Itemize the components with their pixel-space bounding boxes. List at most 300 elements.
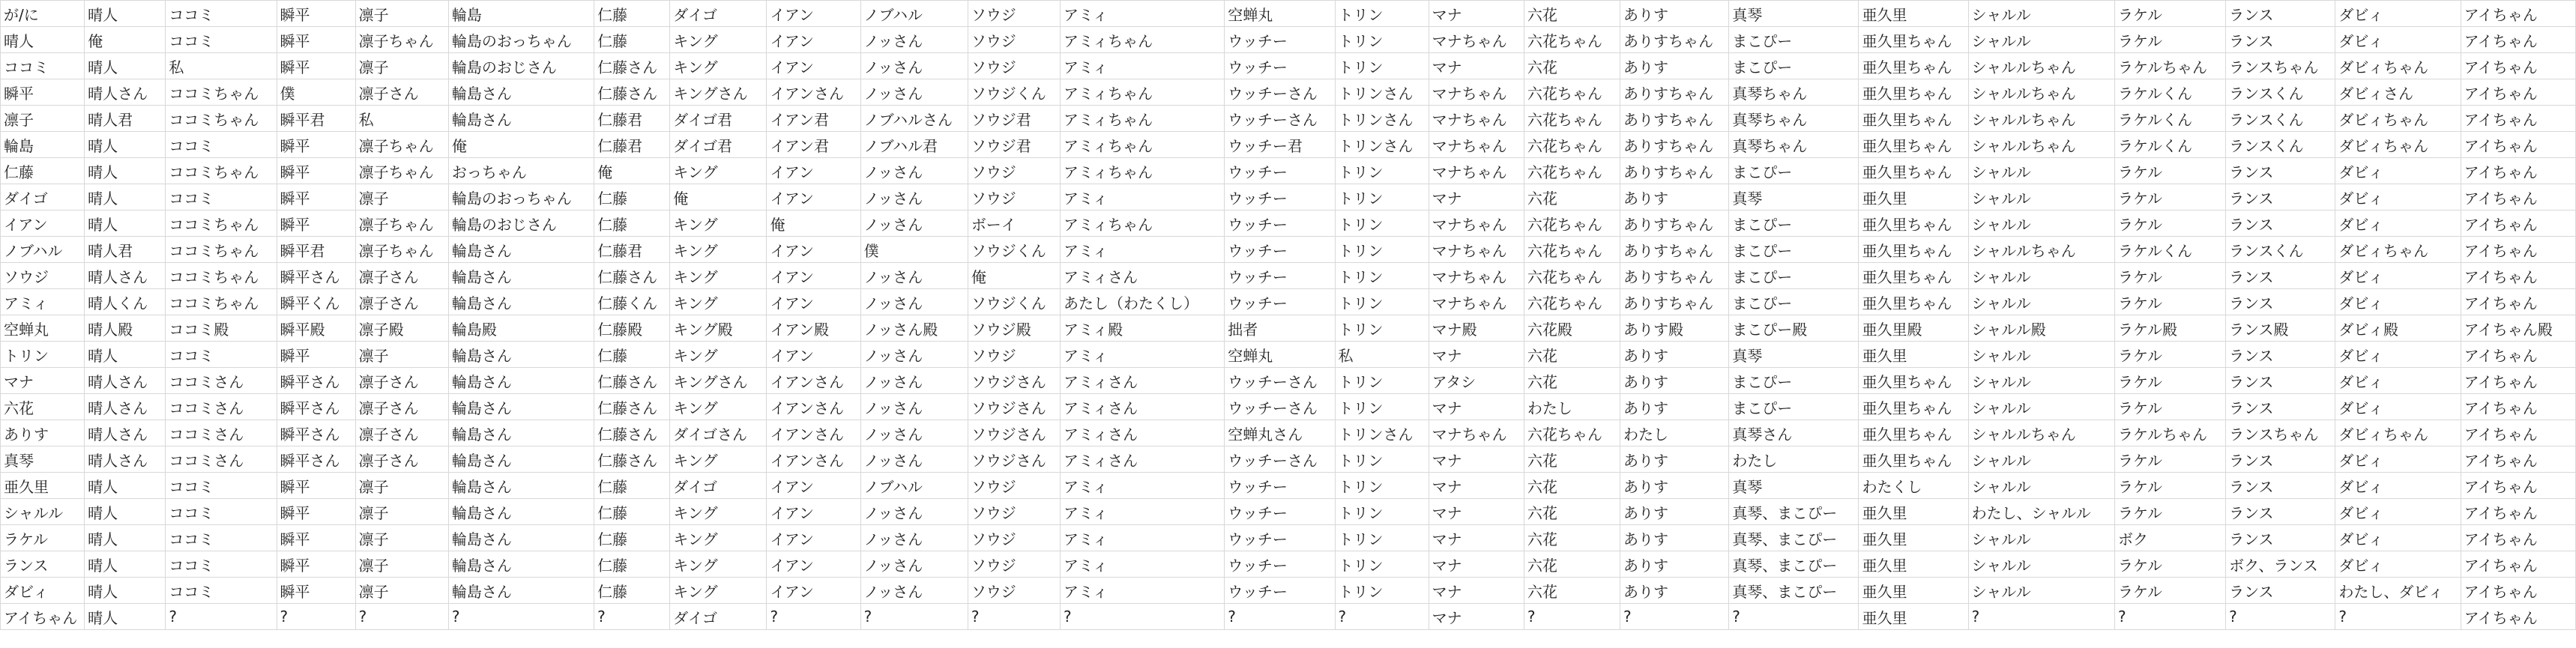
table-cell: ココミさん <box>166 420 277 446</box>
table-cell: 六花 <box>1524 446 1620 473</box>
table-cell: キング <box>670 446 767 473</box>
table-cell: トリン <box>1335 446 1429 473</box>
table-cell: 亜久里殿 <box>1859 315 1968 342</box>
table-cell: ソウジさん <box>968 446 1060 473</box>
table-cell: 晴人 <box>85 132 166 158</box>
table-cell: ダビィ <box>2335 158 2461 184</box>
table-cell: トリン <box>1335 27 1429 53</box>
table-cell: シャルルちゃん <box>1968 420 2114 446</box>
table-cell: 晴人 <box>85 604 166 630</box>
table-cell: ココミ <box>166 525 277 551</box>
table-cell: 真琴、まこぴー <box>1729 499 1859 525</box>
table-cell: 真琴 <box>1729 473 1859 499</box>
table-cell: 俺 <box>448 132 594 158</box>
table-cell: 空蝉丸 <box>1225 342 1335 368</box>
table-cell: 輪島のおじさん <box>448 211 594 237</box>
table-cell: アミィさん <box>1060 263 1224 289</box>
row-header-cell: 凛子 <box>1 106 85 132</box>
table-cell: 晴人さん <box>85 420 166 446</box>
table-cell: ココミさん <box>166 446 277 473</box>
table-cell: シャルルちゃん <box>1968 237 2114 263</box>
table-cell: ノッさん <box>860 158 968 184</box>
table-cell: 凛子 <box>355 342 448 368</box>
table-cell: 六花ちゃん <box>1524 158 1620 184</box>
table-row <box>1 27 2576 53</box>
table-cell: アイちゃん <box>2461 132 2575 158</box>
table-cell: 仁藤 <box>594 525 670 551</box>
table-cell: アイちゃん <box>2461 342 2575 368</box>
table-cell: 仁藤君 <box>594 237 670 263</box>
table-cell: ソウジ <box>968 27 1060 53</box>
table-cell: ウッチーさん <box>1225 394 1335 420</box>
table-cell: 晴人 <box>85 551 166 578</box>
table-cell: マナ <box>1429 499 1524 525</box>
table-cell: ココミ殿 <box>166 315 277 342</box>
table-cell: まこぴー <box>1729 53 1859 79</box>
column-header-cell: 輪島 <box>448 1 594 27</box>
table-cell: ラケル <box>2114 342 2225 368</box>
table-cell: 瞬平 <box>277 158 355 184</box>
table-cell: 亜久里ちゃん <box>1859 420 1968 446</box>
table-cell: アイちゃん <box>2461 368 2575 394</box>
table-cell: アイちゃん <box>2461 211 2575 237</box>
table-cell: ランス <box>2226 263 2335 289</box>
table-cell: 仁藤さん <box>594 53 670 79</box>
table-cell: トリン <box>1335 499 1429 525</box>
table-cell: マナ <box>1429 604 1524 630</box>
table-cell: 凛子ちゃん <box>355 237 448 263</box>
table-cell: 仁藤君 <box>594 106 670 132</box>
row-header-cell: アイちゃん <box>1 604 85 630</box>
table-cell: 凛子さん <box>355 446 448 473</box>
table-cell: 晴人 <box>85 184 166 211</box>
table-cell: 瞬平殿 <box>277 315 355 342</box>
row-header-cell: アミィ <box>1 289 85 315</box>
table-cell: アミィちゃん <box>1060 158 1224 184</box>
table-cell: ノブハルさん <box>860 106 968 132</box>
table-cell: アタシ <box>1429 368 1524 394</box>
table-cell: ありすちゃん <box>1620 211 1729 237</box>
table-cell: ありす <box>1620 473 1729 499</box>
table-cell: ? <box>1225 604 1335 630</box>
table-cell: アミィ <box>1060 53 1224 79</box>
table-cell: 仁藤 <box>594 211 670 237</box>
table-cell: 亜久里ちゃん <box>1859 106 1968 132</box>
table-cell: 瞬平 <box>277 551 355 578</box>
table-cell: ダビィ <box>2335 499 2461 525</box>
table-cell: ノブハル <box>860 473 968 499</box>
table-cell: 亜久里ちゃん <box>1859 53 1968 79</box>
row-header-cell: ありす <box>1 420 85 446</box>
table-cell: 仁藤 <box>594 578 670 604</box>
table-cell: アイちゃん <box>2461 525 2575 551</box>
table-cell: アミィちゃん <box>1060 27 1224 53</box>
table-cell: 晴人 <box>85 53 166 79</box>
table-cell: シャルル <box>1968 368 2114 394</box>
table-cell: ウッチー <box>1225 158 1335 184</box>
table-cell: 僕 <box>860 237 968 263</box>
table-cell: マナ <box>1429 342 1524 368</box>
table-cell: ありす <box>1620 368 1729 394</box>
table-cell: ラケル <box>2114 578 2225 604</box>
column-header-cell: ココミ <box>166 1 277 27</box>
table-cell: アミィさん <box>1060 446 1224 473</box>
table-cell: 瞬平さん <box>277 420 355 446</box>
table-cell: 仁藤 <box>594 551 670 578</box>
table-cell: 輪島さん <box>448 289 594 315</box>
table-cell: キング <box>670 342 767 368</box>
table-cell: ノッさん <box>860 289 968 315</box>
table-cell: 俺 <box>594 158 670 184</box>
table-cell: 六花 <box>1524 499 1620 525</box>
table-cell: 瞬平 <box>277 473 355 499</box>
table-cell: イアン君 <box>767 132 860 158</box>
row-header-cell: 六花 <box>1 394 85 420</box>
table-cell: 輪島さん <box>448 394 594 420</box>
table-cell: アイちゃん <box>2461 289 2575 315</box>
table-cell: イアン <box>767 551 860 578</box>
table-cell: 真琴ちゃん <box>1729 106 1859 132</box>
table-cell: 晴人 <box>85 342 166 368</box>
table-cell: ダビィちゃん <box>2335 420 2461 446</box>
column-header-cell: 瞬平 <box>277 1 355 27</box>
table-cell: ランスくん <box>2226 237 2335 263</box>
table-cell: キング <box>670 158 767 184</box>
table-cell: ダビィちゃん <box>2335 53 2461 79</box>
table-cell: 俺 <box>670 184 767 211</box>
table-cell: ソウジ殿 <box>968 315 1060 342</box>
table-cell: まこぴー <box>1729 237 1859 263</box>
table-cell: キング <box>670 27 767 53</box>
table-row <box>1 211 2576 237</box>
table-cell: 瞬平君 <box>277 106 355 132</box>
table-cell: 亜久里ちゃん <box>1859 263 1968 289</box>
table-row <box>1 106 2576 132</box>
table-cell: 瞬平 <box>277 27 355 53</box>
table-row <box>1 315 2576 342</box>
table-cell: ? <box>2335 604 2461 630</box>
table-cell: ラケル <box>2114 211 2225 237</box>
table-cell: 凛子 <box>355 551 448 578</box>
table-cell: まこぴー <box>1729 211 1859 237</box>
table-cell: トリン <box>1335 578 1429 604</box>
column-header-cell: ソウジ <box>968 1 1060 27</box>
table-cell: 仁藤さん <box>594 79 670 106</box>
table-cell: ウッチーさん <box>1225 446 1335 473</box>
table-cell: 真琴さん <box>1729 420 1859 446</box>
table-cell: アミィちゃん <box>1060 132 1224 158</box>
table-cell: 瞬平 <box>277 132 355 158</box>
table-cell: シャルル <box>1968 394 2114 420</box>
table-cell: シャルル <box>1968 473 2114 499</box>
table-cell: 亜久里 <box>1859 184 1968 211</box>
table-cell: 瞬平さん <box>277 368 355 394</box>
table-cell: 晴人 <box>85 211 166 237</box>
table-row <box>1 368 2576 394</box>
row-header-cell: イアン <box>1 211 85 237</box>
table-cell: 輪島さん <box>448 499 594 525</box>
column-header-cell: 真琴 <box>1729 1 1859 27</box>
table-cell: トリン <box>1335 211 1429 237</box>
table-cell: アミィ <box>1060 551 1224 578</box>
table-cell: まこぴー殿 <box>1729 315 1859 342</box>
table-cell: 晴人さん <box>85 368 166 394</box>
table-cell: トリン <box>1335 315 1429 342</box>
table-cell: ウッチー <box>1225 525 1335 551</box>
table-cell: ウッチー <box>1225 578 1335 604</box>
table-cell: シャルル <box>1968 211 2114 237</box>
column-header-cell: ラケル <box>2114 1 2225 27</box>
table-cell: 拙者 <box>1225 315 1335 342</box>
table-cell: 亜久里ちゃん <box>1859 211 1968 237</box>
table-cell: ダビィ <box>2335 27 2461 53</box>
table-cell: ソウジくん <box>968 237 1060 263</box>
table-cell: マナちゃん <box>1429 289 1524 315</box>
table-cell: ソウジさん <box>968 420 1060 446</box>
table-cell: ダビィ <box>2335 289 2461 315</box>
table-cell: ソウジ <box>968 578 1060 604</box>
column-header-cell: ランス <box>2226 1 2335 27</box>
table-cell: アイちゃん <box>2461 473 2575 499</box>
row-header-cell: マナ <box>1 368 85 394</box>
row-header-cell: 晴人 <box>1 27 85 53</box>
table-cell: ウッチー <box>1225 53 1335 79</box>
table-cell: アミィさん <box>1060 394 1224 420</box>
table-cell: ランスくん <box>2226 106 2335 132</box>
table-cell: 俺 <box>767 211 860 237</box>
table-cell: 仁藤 <box>594 184 670 211</box>
table-cell: ありす <box>1620 184 1729 211</box>
table-cell: トリン <box>1335 53 1429 79</box>
table-cell: ランス <box>2226 525 2335 551</box>
table-cell: ランス <box>2226 368 2335 394</box>
table-cell: シャルルちゃん <box>1968 53 2114 79</box>
row-header-cell: 真琴 <box>1 446 85 473</box>
table-cell: 亜久里ちゃん <box>1859 79 1968 106</box>
table-cell: トリンさん <box>1335 106 1429 132</box>
table-row <box>1 525 2576 551</box>
table-cell: シャルルちゃん <box>1968 79 2114 106</box>
table-cell: ウッチーさん <box>1225 106 1335 132</box>
table-cell: ランス <box>2226 499 2335 525</box>
table-cell: 六花ちゃん <box>1524 420 1620 446</box>
column-header-cell: ダビィ <box>2335 1 2461 27</box>
table-cell: ありす <box>1620 446 1729 473</box>
table-cell: 晴人君 <box>85 237 166 263</box>
table-cell: 私 <box>166 53 277 79</box>
column-header-cell: ダイゴ <box>670 1 767 27</box>
column-header-cell: イアン <box>767 1 860 27</box>
column-header-cell: ノブハル <box>860 1 968 27</box>
table-cell: ウッチー <box>1225 27 1335 53</box>
row-header-cell: ダビィ <box>1 578 85 604</box>
table-cell: 晴人さん <box>85 263 166 289</box>
table-cell: ? <box>1060 604 1224 630</box>
table-cell: おっちゃん <box>448 158 594 184</box>
table-cell: ラケル <box>2114 368 2225 394</box>
table-cell: 凛子ちゃん <box>355 211 448 237</box>
table-cell: シャルル <box>1968 551 2114 578</box>
table-cell: 亜久里ちゃん <box>1859 27 1968 53</box>
table-cell: 凛子さん <box>355 263 448 289</box>
table-cell: ソウジさん <box>968 394 1060 420</box>
column-header-cell: 凛子 <box>355 1 448 27</box>
table-cell: ダビィ <box>2335 446 2461 473</box>
table-row <box>1 342 2576 368</box>
table-cell: 瞬平 <box>277 342 355 368</box>
table-cell: 輪島さん <box>448 446 594 473</box>
row-header-cell: 空蝉丸 <box>1 315 85 342</box>
row-header-cell: ノブハル <box>1 237 85 263</box>
table-cell: イアン <box>767 578 860 604</box>
column-header-cell: シャルル <box>1968 1 2114 27</box>
table-cell: 輪島さん <box>448 237 594 263</box>
table-cell: イアンさん <box>767 368 860 394</box>
table-cell: ソウジくん <box>968 289 1060 315</box>
table-cell: 凛子 <box>355 578 448 604</box>
table-cell: ソウジ <box>968 342 1060 368</box>
table-cell: アイちゃん <box>2461 394 2575 420</box>
table-cell: ランス <box>2226 446 2335 473</box>
table-cell: 仁藤さん <box>594 394 670 420</box>
table-cell: 晴人 <box>85 578 166 604</box>
table-cell: トリン <box>1335 525 1429 551</box>
table-cell: 六花ちゃん <box>1524 27 1620 53</box>
table-cell: ランス <box>2226 211 2335 237</box>
table-cell: キング <box>670 289 767 315</box>
table-cell: ? <box>1335 604 1429 630</box>
table-cell: 凛子 <box>355 473 448 499</box>
table-cell: 仁藤 <box>594 342 670 368</box>
table-cell: ? <box>1729 604 1859 630</box>
table-row <box>1 184 2576 211</box>
table-cell: 俺 <box>85 27 166 53</box>
table-cell: 晴人くん <box>85 289 166 315</box>
table-cell: ココミ <box>166 342 277 368</box>
table-cell: ダビィ <box>2335 184 2461 211</box>
table-cell: 瞬平 <box>277 211 355 237</box>
table-cell: 真琴、まこぴー <box>1729 578 1859 604</box>
table-cell: トリン <box>1335 263 1429 289</box>
table-cell: アイちゃん <box>2461 184 2575 211</box>
row-header-cell: 輪島 <box>1 132 85 158</box>
table-cell: アイちゃん <box>2461 27 2575 53</box>
table-cell: ラケル <box>2114 394 2225 420</box>
table-cell: 真琴 <box>1729 184 1859 211</box>
table-cell: ダビィ殿 <box>2335 315 2461 342</box>
table-cell: ダイゴ <box>670 604 767 630</box>
table-cell: 瞬平さん <box>277 263 355 289</box>
table-cell: ? <box>2114 604 2225 630</box>
table-cell: ノッさん <box>860 578 968 604</box>
table-cell: アイちゃん <box>2461 578 2575 604</box>
table-cell: 輪島のおっちゃん <box>448 184 594 211</box>
table-cell: ありす殿 <box>1620 315 1729 342</box>
table-cell: キング <box>670 551 767 578</box>
table-cell: ダイゴ君 <box>670 132 767 158</box>
table-cell: ノッさん <box>860 342 968 368</box>
table-cell: わたし <box>1524 394 1620 420</box>
row-header-cell: 瞬平 <box>1 79 85 106</box>
table-cell: アミィ <box>1060 237 1224 263</box>
table-cell: 亜久里ちゃん <box>1859 158 1968 184</box>
table-row <box>1 394 2576 420</box>
table-cell: ラケル <box>2114 289 2225 315</box>
table-cell: アミィちゃん <box>1060 79 1224 106</box>
table-cell: マナ殿 <box>1429 315 1524 342</box>
table-cell: 真琴ちゃん <box>1729 79 1859 106</box>
table-cell: ダビィちゃん <box>2335 237 2461 263</box>
table-cell: 凛子ちゃん <box>355 27 448 53</box>
table-cell: ありすちゃん <box>1620 237 1729 263</box>
table-cell: キング <box>670 263 767 289</box>
table-cell: 輪島さん <box>448 263 594 289</box>
table-cell: トリン <box>1335 368 1429 394</box>
table-cell: トリン <box>1335 473 1429 499</box>
table-cell: わたし、シャルル <box>1968 499 2114 525</box>
table-cell: ソウジ <box>968 473 1060 499</box>
table-cell: アミィ殿 <box>1060 315 1224 342</box>
table-cell: 瞬平君 <box>277 237 355 263</box>
table-cell: ? <box>355 604 448 630</box>
table-row <box>1 237 2576 263</box>
column-header-cell: 空蝉丸 <box>1225 1 1335 27</box>
table-cell: ? <box>2226 604 2335 630</box>
table-cell: シャルルちゃん <box>1968 132 2114 158</box>
table-cell: ウッチーさん <box>1225 79 1335 106</box>
table-cell: イアンさん <box>767 420 860 446</box>
table-cell: ありすちゃん <box>1620 27 1729 53</box>
table-cell: アイちゃん <box>2461 263 2575 289</box>
table-cell: キング <box>670 237 767 263</box>
table-cell: イアン <box>767 184 860 211</box>
table-cell: まこぴー <box>1729 368 1859 394</box>
table-cell: ノッさん <box>860 53 968 79</box>
table-cell: 仁藤君 <box>594 132 670 158</box>
table-cell: わたし <box>1729 446 1859 473</box>
table-cell: マナちゃん <box>1429 158 1524 184</box>
row-header-cell: ソウジ <box>1 263 85 289</box>
table-cell: 僕 <box>277 79 355 106</box>
table-cell: アミィちゃん <box>1060 211 1224 237</box>
table-cell: ダビィ <box>2335 525 2461 551</box>
table-cell: ソウジ <box>968 158 1060 184</box>
table-cell: トリン <box>1335 158 1429 184</box>
table-cell: ? <box>166 604 277 630</box>
table-cell: ダビィ <box>2335 473 2461 499</box>
table-cell: 瞬平 <box>277 525 355 551</box>
table-cell: ランス <box>2226 27 2335 53</box>
table-cell: ありす <box>1620 578 1729 604</box>
table-cell: キング <box>670 394 767 420</box>
table-cell: ソウジ君 <box>968 106 1060 132</box>
table-cell: イアン <box>767 525 860 551</box>
table-cell: アイちゃん <box>2461 79 2575 106</box>
table-cell: アイちゃん <box>2461 499 2575 525</box>
table-cell: ノッさん <box>860 79 968 106</box>
table-cell: シャルル殿 <box>1968 315 2114 342</box>
table-cell: 凛子さん <box>355 394 448 420</box>
table-cell: 晴人 <box>85 158 166 184</box>
table-cell: 瞬平さん <box>277 394 355 420</box>
table-cell: ランスくん <box>2226 132 2335 158</box>
table-cell: 亜久里 <box>1859 499 1968 525</box>
table-row <box>1 53 2576 79</box>
table-row <box>1 473 2576 499</box>
column-header-cell: 晴人 <box>85 1 166 27</box>
table-cell: ダイゴさん <box>670 420 767 446</box>
table-cell: 六花 <box>1524 525 1620 551</box>
